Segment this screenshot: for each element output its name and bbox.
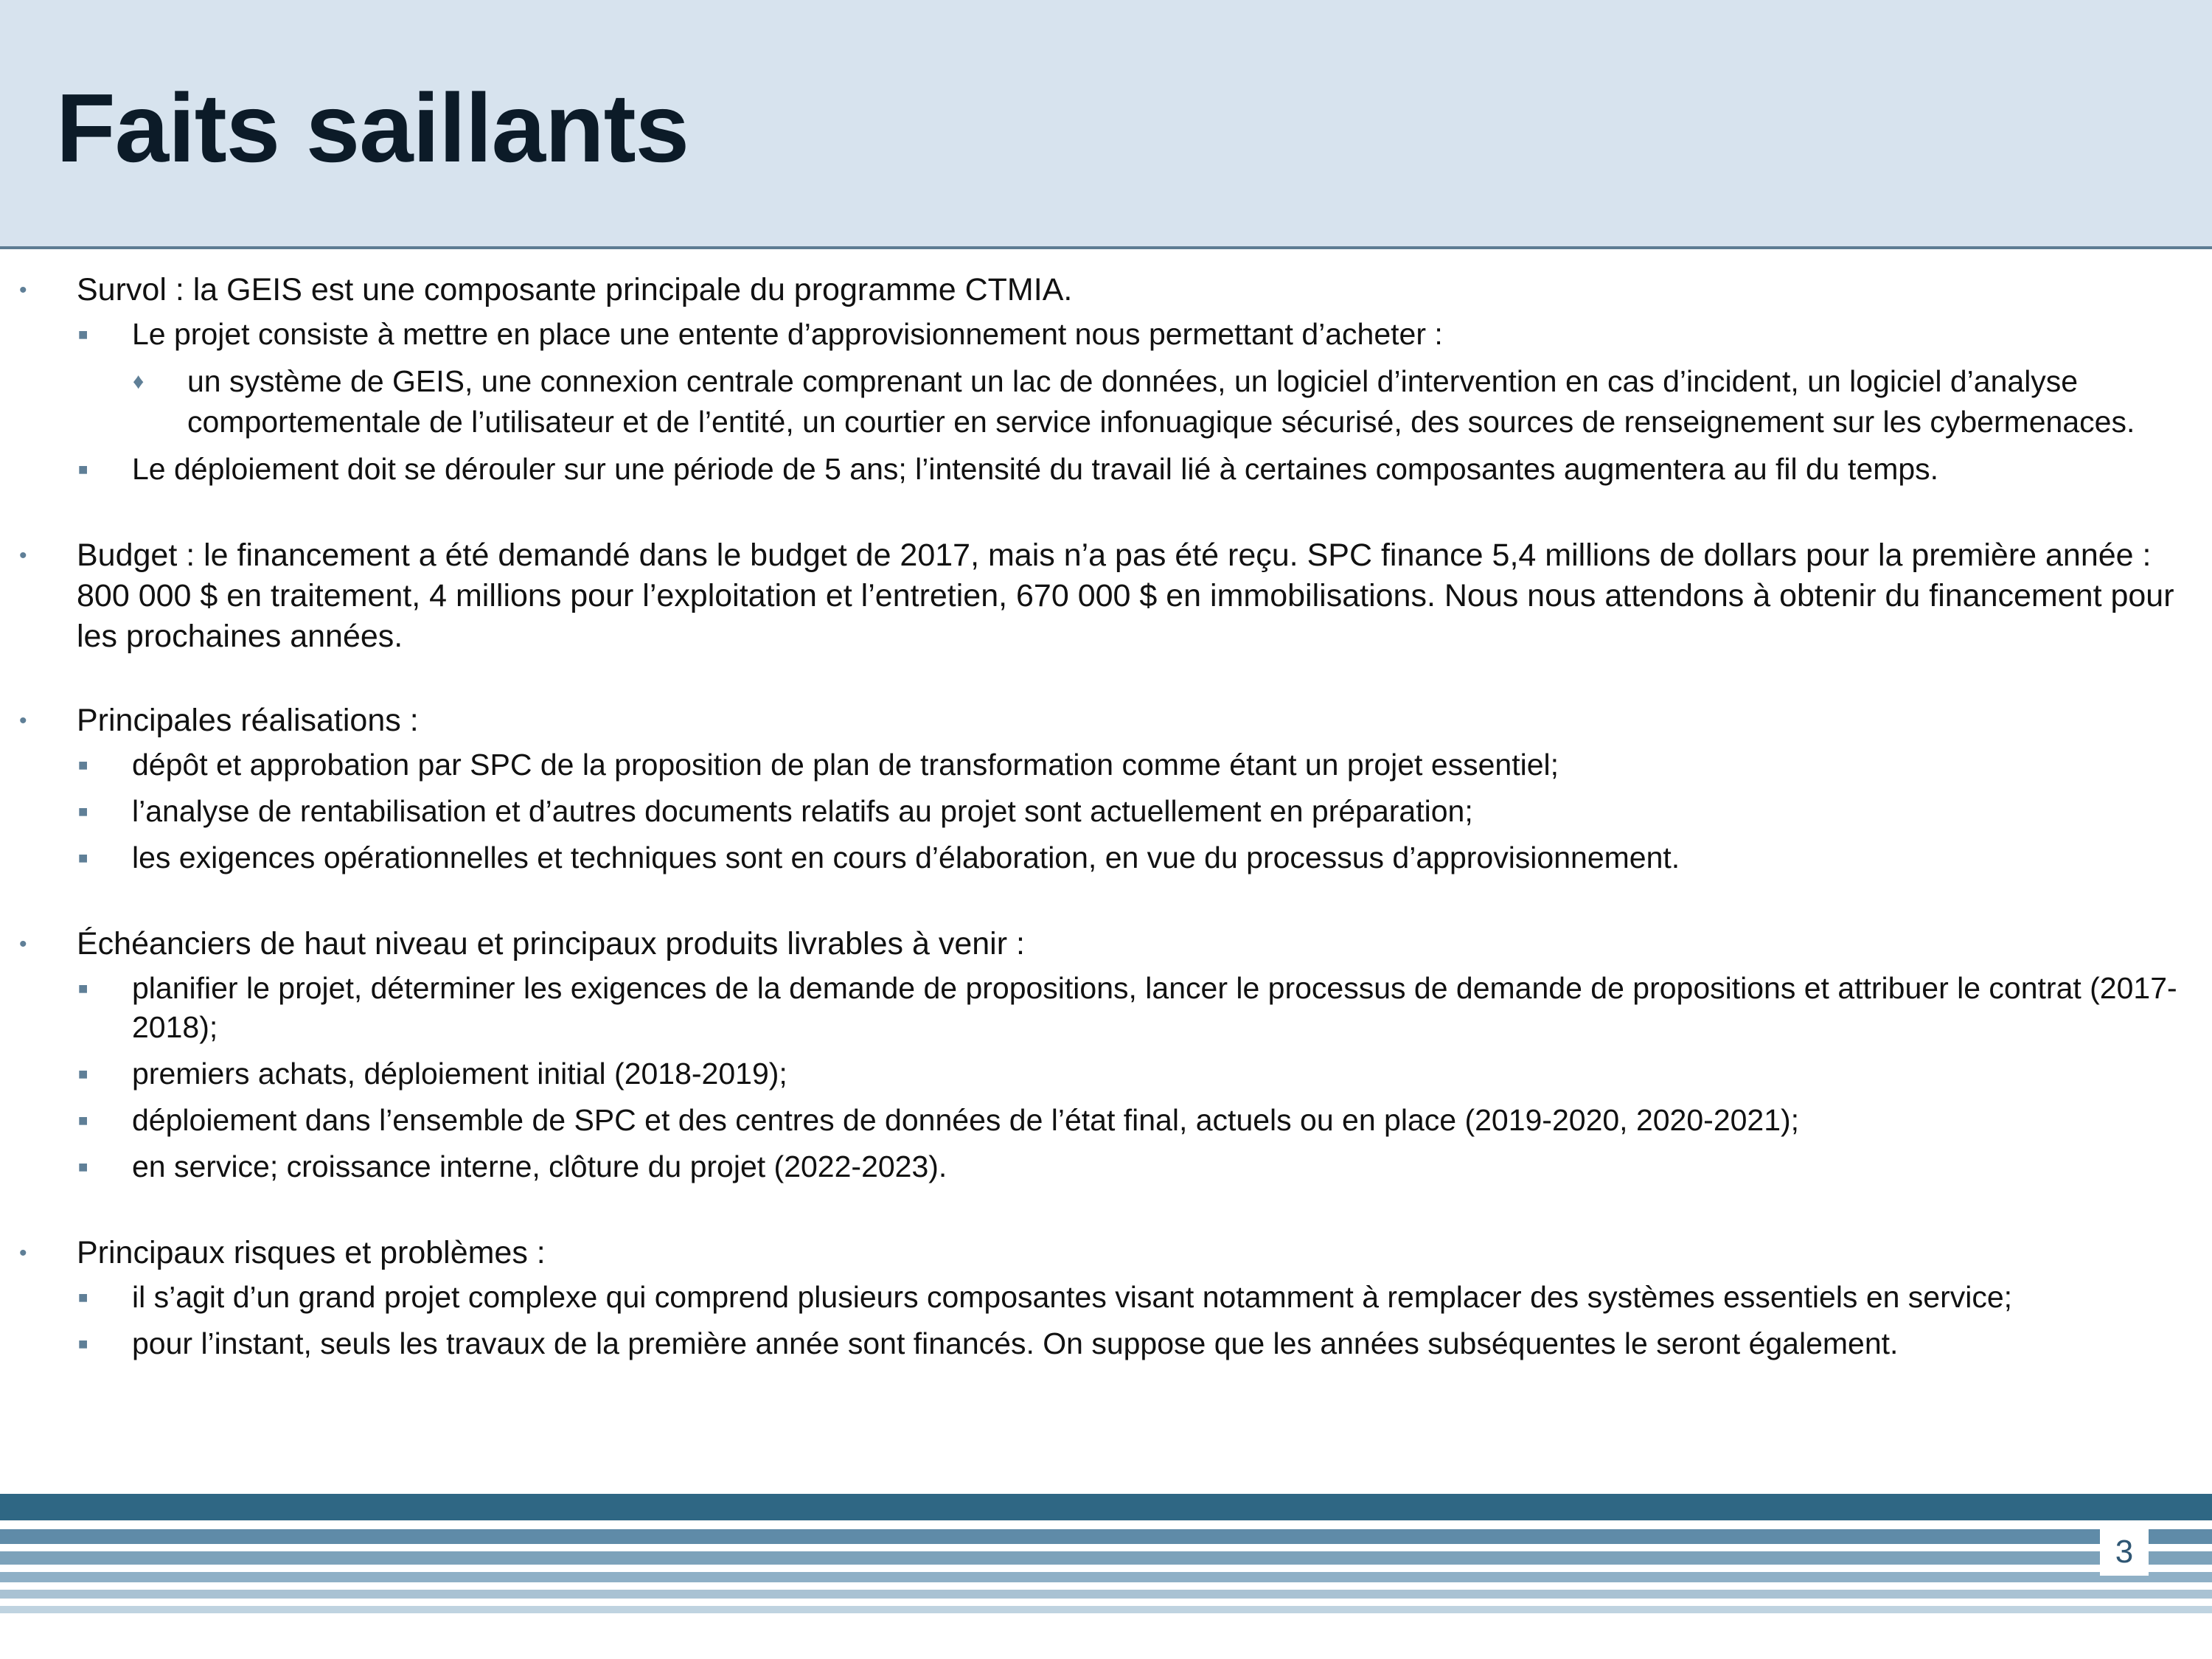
bullet-text: premiers achats, déploiement initial (2018-2019); <box>132 1057 787 1091</box>
bullet-text: Principaux risques et problèmes : <box>77 1235 546 1270</box>
slide-title: Faits saillants <box>56 74 689 182</box>
sub-bullet <box>0 450 2212 489</box>
sub-bullet <box>0 1101 2212 1140</box>
page-number: 3 <box>2100 1528 2149 1576</box>
footer-band <box>0 1529 2212 1544</box>
square-bullet-icon: ■ <box>78 802 88 821</box>
slide-header <box>0 0 2212 249</box>
footer-band <box>0 1590 2212 1599</box>
footer-band <box>0 1551 2212 1565</box>
bullet-text: planifier le projet, déterminer les exigences de la demande de propositions, lancer le processus de demande de propositions et attribuer le contrat (2017-2018); <box>132 971 2177 1044</box>
round-bullet-icon: • <box>19 278 27 302</box>
bullet-text: Principales réalisations : <box>77 703 419 738</box>
sub-bullet <box>0 745 2212 785</box>
footer-band <box>0 1494 2212 1520</box>
round-bullet-icon: • <box>19 1241 27 1265</box>
sub-bullet <box>0 969 2212 1047</box>
bullet-text: l’analyse de rentabilisation et d’autres documents relatifs au projet sont actuellement en préparation; <box>132 794 1473 828</box>
bullet-text: les exigences opérationnelles et techniques sont en cours d’élaboration, en vue du processus d’approvisionnement. <box>132 841 1680 874</box>
bullet-text: Budget : le financement a été demandé dans le budget de 2017, mais n’a pas été reçu. SPC finance 5,4 millions de dollars pour la première année : 800 000 $ en traitement, 4 millions pour l’exploitation et l’entretien, 670 000 $ en immobilisations. Nous nous attendons à obtenir du financement pour les prochaines années. <box>77 538 2174 654</box>
sub-bullet <box>0 792 2212 831</box>
bullet-budget <box>0 535 2212 657</box>
square-bullet-icon: ■ <box>78 325 88 344</box>
bullet-text: Survol : la GEIS est une composante principale du programme CTMIA. <box>77 272 1073 307</box>
bullet-text: dépôt et approbation par SPC de la proposition de plan de transformation comme étant un projet essentiel; <box>132 748 1559 782</box>
bullet-text: en service; croissance interne, clôture du projet (2022-2023). <box>132 1150 947 1183</box>
diamond-bullet-icon: ♦ <box>133 369 145 394</box>
square-bullet-icon: ■ <box>78 979 88 998</box>
bullet-overview <box>0 270 2212 310</box>
square-bullet-icon: ■ <box>78 1335 88 1353</box>
bullet-achievements <box>0 700 2212 741</box>
square-bullet-icon: ■ <box>78 1065 88 1083</box>
square-bullet-icon: ■ <box>78 1288 88 1307</box>
round-bullet-icon: • <box>19 932 27 956</box>
sub-bullet <box>0 838 2212 877</box>
bullet-schedule <box>0 924 2212 964</box>
bullet-text: il s’agit d’un grand projet complexe qui comprend plusieurs composantes visant notamment à remplacer des systèmes essentiels en service; <box>132 1280 2013 1314</box>
bullet-text: Le projet consiste à mettre en place une entente d’approvisionnement nous permettant d’acheter : <box>132 317 1443 351</box>
bullet-text: Échéanciers de haut niveau et principaux produits livrables à venir : <box>77 926 1025 961</box>
sub-bullet <box>0 1054 2212 1093</box>
sub-bullet <box>0 1324 2212 1363</box>
footer-band <box>0 1606 2212 1613</box>
bullet-text: Le déploiement doit se dérouler sur une période de 5 ans; l’intensité du travail lié à certaines composantes augmentera au fil du temps. <box>132 452 1939 486</box>
bullet-text: un système de GEIS, une connexion centrale comprenant un lac de données, un logiciel d’intervention en cas d’incident, un logiciel d’analyse comportementale de l’utilisateur et de l’entité, un courtier en service infonuagique sécurisé, des sources de renseignement sur les cybermenaces. <box>187 364 2135 439</box>
round-bullet-icon: • <box>19 709 27 733</box>
square-bullet-icon: ■ <box>78 849 88 867</box>
square-bullet-icon: ■ <box>78 1111 88 1130</box>
round-bullet-icon: • <box>19 543 27 568</box>
sub-bullet <box>0 1147 2212 1186</box>
sub-sub-bullet <box>0 361 2212 442</box>
square-bullet-icon: ■ <box>78 460 88 479</box>
bullet-text: déploiement dans l’ensemble de SPC et des centres de données de l’état final, actuels ou en place (2019-2020, 2020-2021); <box>132 1103 1800 1137</box>
footer-band <box>0 1572 2212 1582</box>
sub-bullet <box>0 1278 2212 1317</box>
bullet-risks <box>0 1233 2212 1273</box>
square-bullet-icon: ■ <box>78 1158 88 1176</box>
sub-bullet <box>0 315 2212 354</box>
slide-body <box>0 270 2212 1371</box>
bullet-text: pour l’instant, seuls les travaux de la première année sont financés. On suppose que les années subséquentes le seront également. <box>132 1326 1899 1360</box>
square-bullet-icon: ■ <box>78 756 88 774</box>
